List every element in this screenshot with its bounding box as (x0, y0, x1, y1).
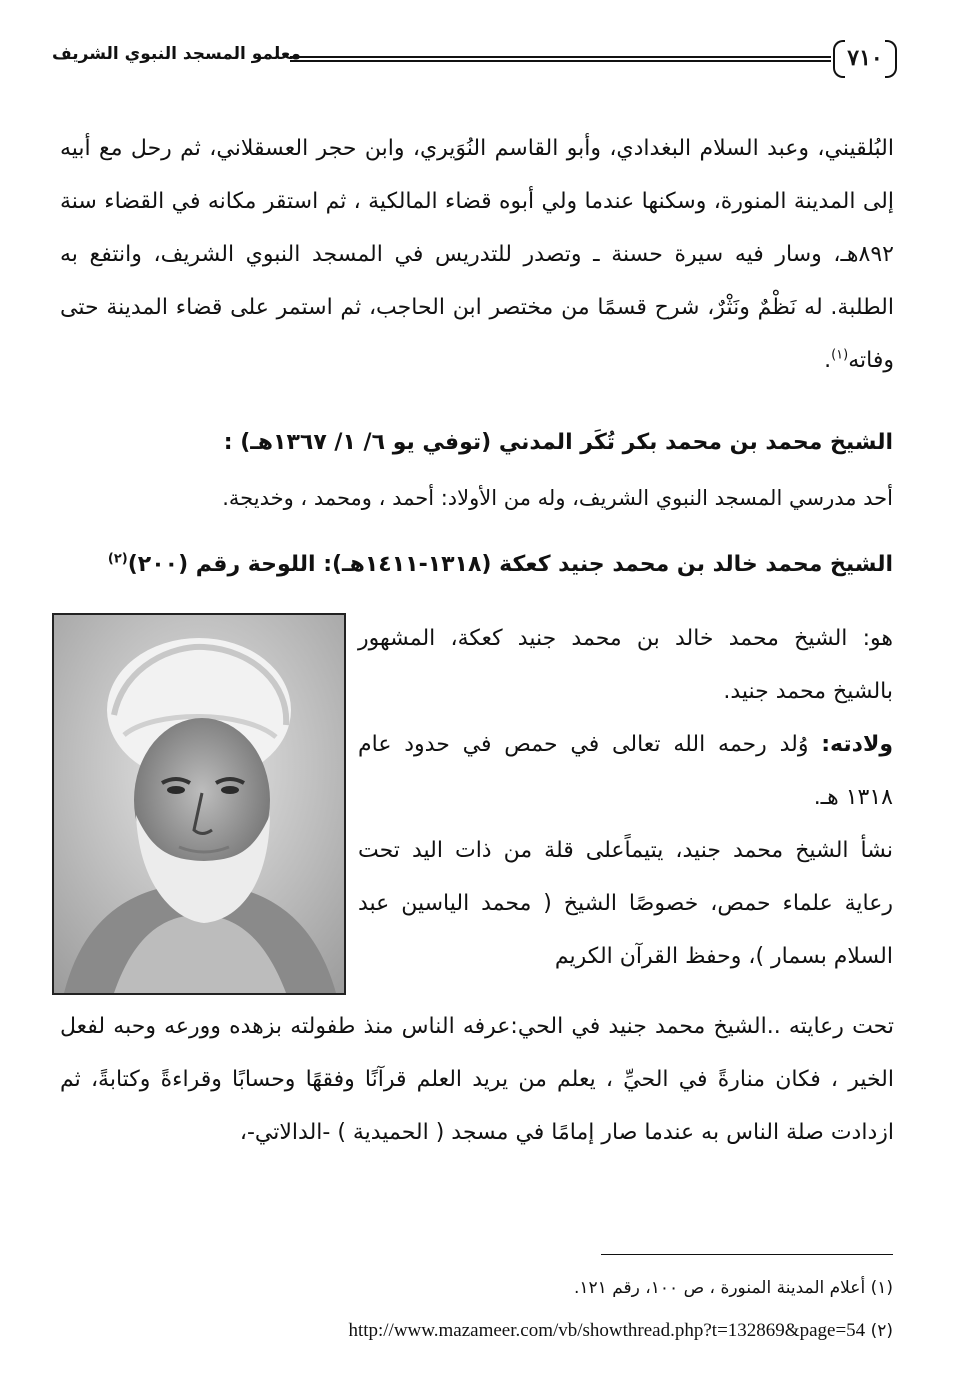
footnote-1-num: (١) (870, 1278, 893, 1298)
growth-text: نشأ الشيخ محمد جنيد، يتيماًعلى قلة من ذات اليد تحت رعاية علماء حمص، خصوصًا الشيخ ( محمد الياسين عبد السلام بسمار )، وحفظ القرآن الكريم (358, 838, 893, 969)
footnote-2-link[interactable]: http://www.mazameer.com/vb/showthread.php?t=132869&page=54 (348, 1320, 866, 1341)
header-divider (290, 56, 831, 62)
paragraph-2 (358, 612, 893, 983)
intro-text: هو: الشيخ محمد خالد بن محمد جنيد كعكة، المشهور بالشيخ محمد جنيد. (358, 626, 893, 704)
footnote-ref-1[interactable]: (١) (831, 347, 849, 363)
heading-sheikh-bakr: الشيخ محمد بن محمد بكر تُكَر المدني (توفي يو ٦/ ١/ ١٣٦٧هـ) : (223, 430, 893, 455)
footnote-divider (601, 1254, 893, 1255)
footnote-1 (574, 1278, 893, 1298)
page-header (52, 38, 897, 82)
footnote-2-num: (٢) (870, 1321, 893, 1341)
paragraph-1-text: البُلقيني، وعبد السلام البغدادي، وأبو القاسم النُوَيري، وابن حجر العسقلاني، ثم رحل مع أبيه إلى المدينة المنورة، وسكنها عندما ولي أبوه قضاء المالكية ، ثم استقر مكانه في القضاء سنة ٨٩٢هـ، وسار فيه سيرة حسنة ـ وتصدر للتدريس في المسجد النبوي الشريف، وانتفع به الطلبة. له نَظْمٌ ونَثْرٌ، شرح قسمًا من مختصر ابن الحاجب، ثم استمر على قضاء المدينة حتى وفاته (60, 136, 894, 373)
paragraph-1 (60, 122, 894, 387)
heading-2-text: الشيخ محمد خالد بن محمد جنيد كعكة (١٣١٨-١٤١١هـ): اللوحة رقم (٢٠٠) (127, 552, 893, 577)
description-line: أحد مدرسي المسجد النبوي الشريف، وله من الأولاد: أحمد ، ومحمد ، وخديجة. (222, 486, 893, 510)
footnote-ref-2[interactable]: (٢) (107, 551, 128, 567)
page-number: ٧١٠ (847, 45, 883, 71)
heading-sheikh-kaaka (108, 552, 893, 577)
paragraph-1-end: . (824, 348, 832, 373)
portrait-photo (52, 613, 346, 995)
bracket-left-icon (833, 40, 845, 78)
footnote-1-text: أعلام المدينة المنورة ، ص ١٠٠، رقم ١٢١. (574, 1278, 866, 1298)
birth-label: ولادته: (821, 732, 893, 757)
paragraph-3: تحت رعايته ..الشيخ محمد جنيد في الحي:عرفه الناس منذ طفولته بزهده وورعه وحبه لفعل الخير ، فكان منارةً في الحيِّ ، يعلم من يريد العلم قرآنًا وفقهًا وحسابًا وقراءةً وكتابةً، ثم ازدادت صلة الناس به عندما صار إمامًا في مسجد ( الحميدية ) -الدالاتي-، (60, 1014, 894, 1145)
bracket-right-icon (885, 40, 897, 78)
running-title: معلمو المسجد النبوي الشريف (52, 44, 301, 64)
birth-text: وُلد رحمه الله تعالى في حمص في حدود عام ١٣١٨ هـ. (358, 732, 893, 810)
page-number-box (833, 38, 897, 78)
portrait-illustration (54, 615, 344, 993)
footnote-2 (348, 1320, 893, 1342)
